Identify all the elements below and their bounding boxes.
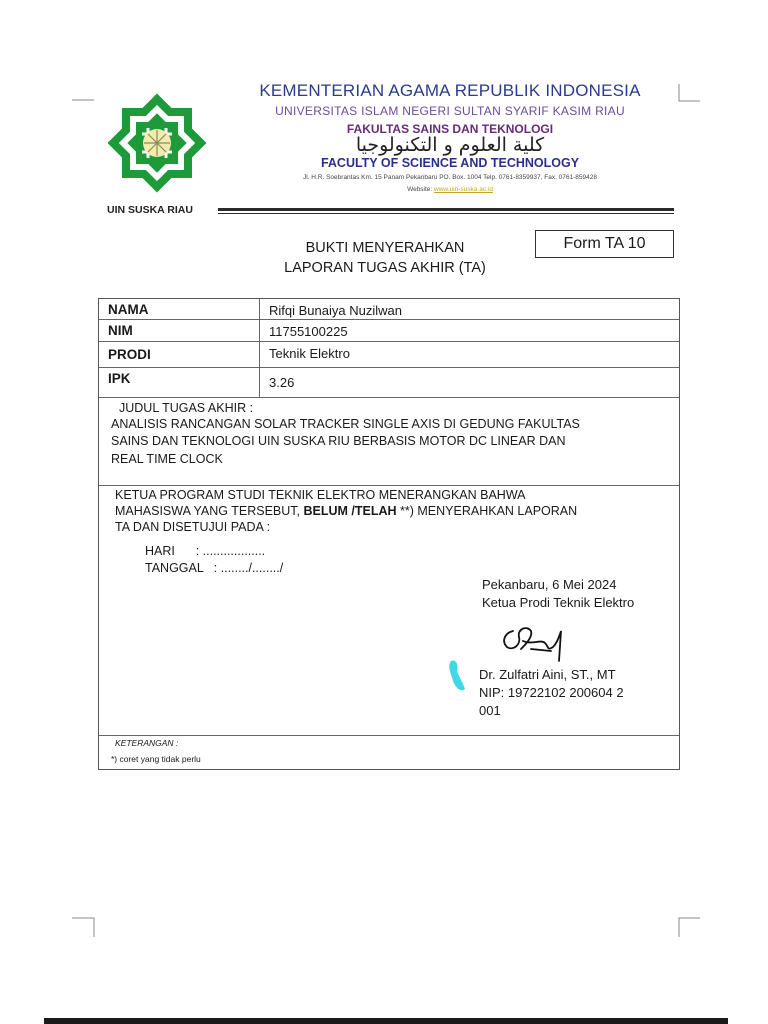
row-divider (99, 367, 679, 368)
column-divider (259, 299, 260, 397)
field-label-nama: NAMA (108, 302, 149, 317)
website-link[interactable]: www.uin-suska.ac.id (434, 186, 493, 193)
highlight-mark (439, 653, 475, 697)
form-table (98, 298, 680, 770)
field-value-nama: Rifqi Bunaiya Nuzilwan (269, 303, 402, 318)
corner-mark-top-right (678, 84, 702, 104)
form-code-box: Form TA 10 (535, 230, 674, 258)
hari-field: HARI : .................. (145, 544, 266, 558)
university-name: UNIVERSITAS ISLAM NEGERI SULTAN SYARIF KASIM RIAU (275, 104, 625, 118)
statement-line1: KETUA PROGRAM STUDI TEKNIK ELEKTRO MENERANGKAN BAHWA (115, 488, 526, 502)
row-divider (99, 397, 679, 398)
statement-line2-pre: MAHASISWA YANG TERSEBUT, (115, 504, 304, 518)
page-bottom-border (44, 1018, 728, 1024)
signer-nip: NIP: 19722102 200604 2 (479, 685, 624, 700)
field-value-ipk: 3.26 (269, 375, 295, 390)
doc-title-line2: LAPORAN TUGAS AKHIR (TA) (284, 260, 486, 276)
signature-role: Ketua Prodi Teknik Elektro (482, 595, 635, 610)
corner-mark-bottom-right (678, 916, 702, 938)
faculty-name-ar: كلية العلوم و التكنولوجيا (355, 134, 545, 156)
judul-line: ANALISIS RANCANGAN SOLAR TRACKER SINGLE AXIS DI GEDUNG FAKULTAS (111, 417, 580, 431)
faculty-website-line (240, 186, 660, 193)
statement-line2-post: **) MENYERAHKAN LAPORAN (396, 504, 578, 518)
corner-mark-top-left (72, 94, 96, 104)
tanggal-field: TANGGAL : ......../......../ (145, 561, 284, 575)
judul-line: SAINS DAN TEKNOLOGI UIN SUSKA RIU BERBASIS MOTOR DC LINEAR DAN (111, 434, 566, 448)
row-divider (99, 319, 679, 320)
judul-label: JUDUL TUGAS AKHIR : (119, 401, 254, 415)
statement-line3: TA DAN DISETUJUI PADA : (115, 520, 271, 534)
corner-mark-bottom-left (72, 916, 96, 938)
ministry-name: KEMENTERIAN AGAMA REPUBLIK INDONESIA (259, 81, 641, 100)
judul-line: REAL TIME CLOCK (111, 452, 223, 466)
row-divider (99, 341, 679, 342)
faculty-address: Jl. H.R. Soebrantas Km. 15 Panam Pekanbaru PO. Box. 1004 Telp. 0761-8359937, Fax. 0761-859428 (302, 174, 597, 181)
faculty-name-id: FAKULTAS SAINS DAN TEKNOLOGI (346, 122, 554, 136)
field-label-prodi: PRODI (108, 347, 151, 362)
website-label: Website: (407, 186, 433, 193)
notes-label: KETERANGAN : (115, 738, 179, 748)
header-rule-thin (218, 213, 674, 214)
field-label-nim: NIM (108, 323, 133, 338)
handwritten-signature (497, 611, 569, 665)
row-divider (99, 485, 679, 486)
logo-label: UIN SUSKA RIAU (107, 204, 193, 216)
field-value-nim: 11755100225 (269, 324, 348, 339)
statement-status: BELUM /TELAH (303, 504, 397, 518)
signer-nip-cont: 001 (479, 703, 501, 718)
signer-name: Dr. Zulfatri Aini, ST., MT (479, 667, 616, 682)
statement-line2 (115, 503, 577, 519)
header-rule-thick (218, 208, 674, 211)
doc-title-line1: BUKTI MENYERAHKAN (305, 240, 465, 256)
row-divider (99, 735, 679, 736)
notes-text: *) coret yang tidak perlu (111, 754, 201, 764)
faculty-name-en: FACULTY OF SCIENCE AND TECHNOLOGY (320, 156, 580, 170)
field-label-ipk: IPK (108, 371, 131, 386)
signature-place-date: Pekanbaru, 6 Mei 2024 (482, 577, 617, 592)
uin-suska-logo (98, 84, 216, 202)
field-value-prodi: Teknik Elektro (269, 346, 350, 361)
